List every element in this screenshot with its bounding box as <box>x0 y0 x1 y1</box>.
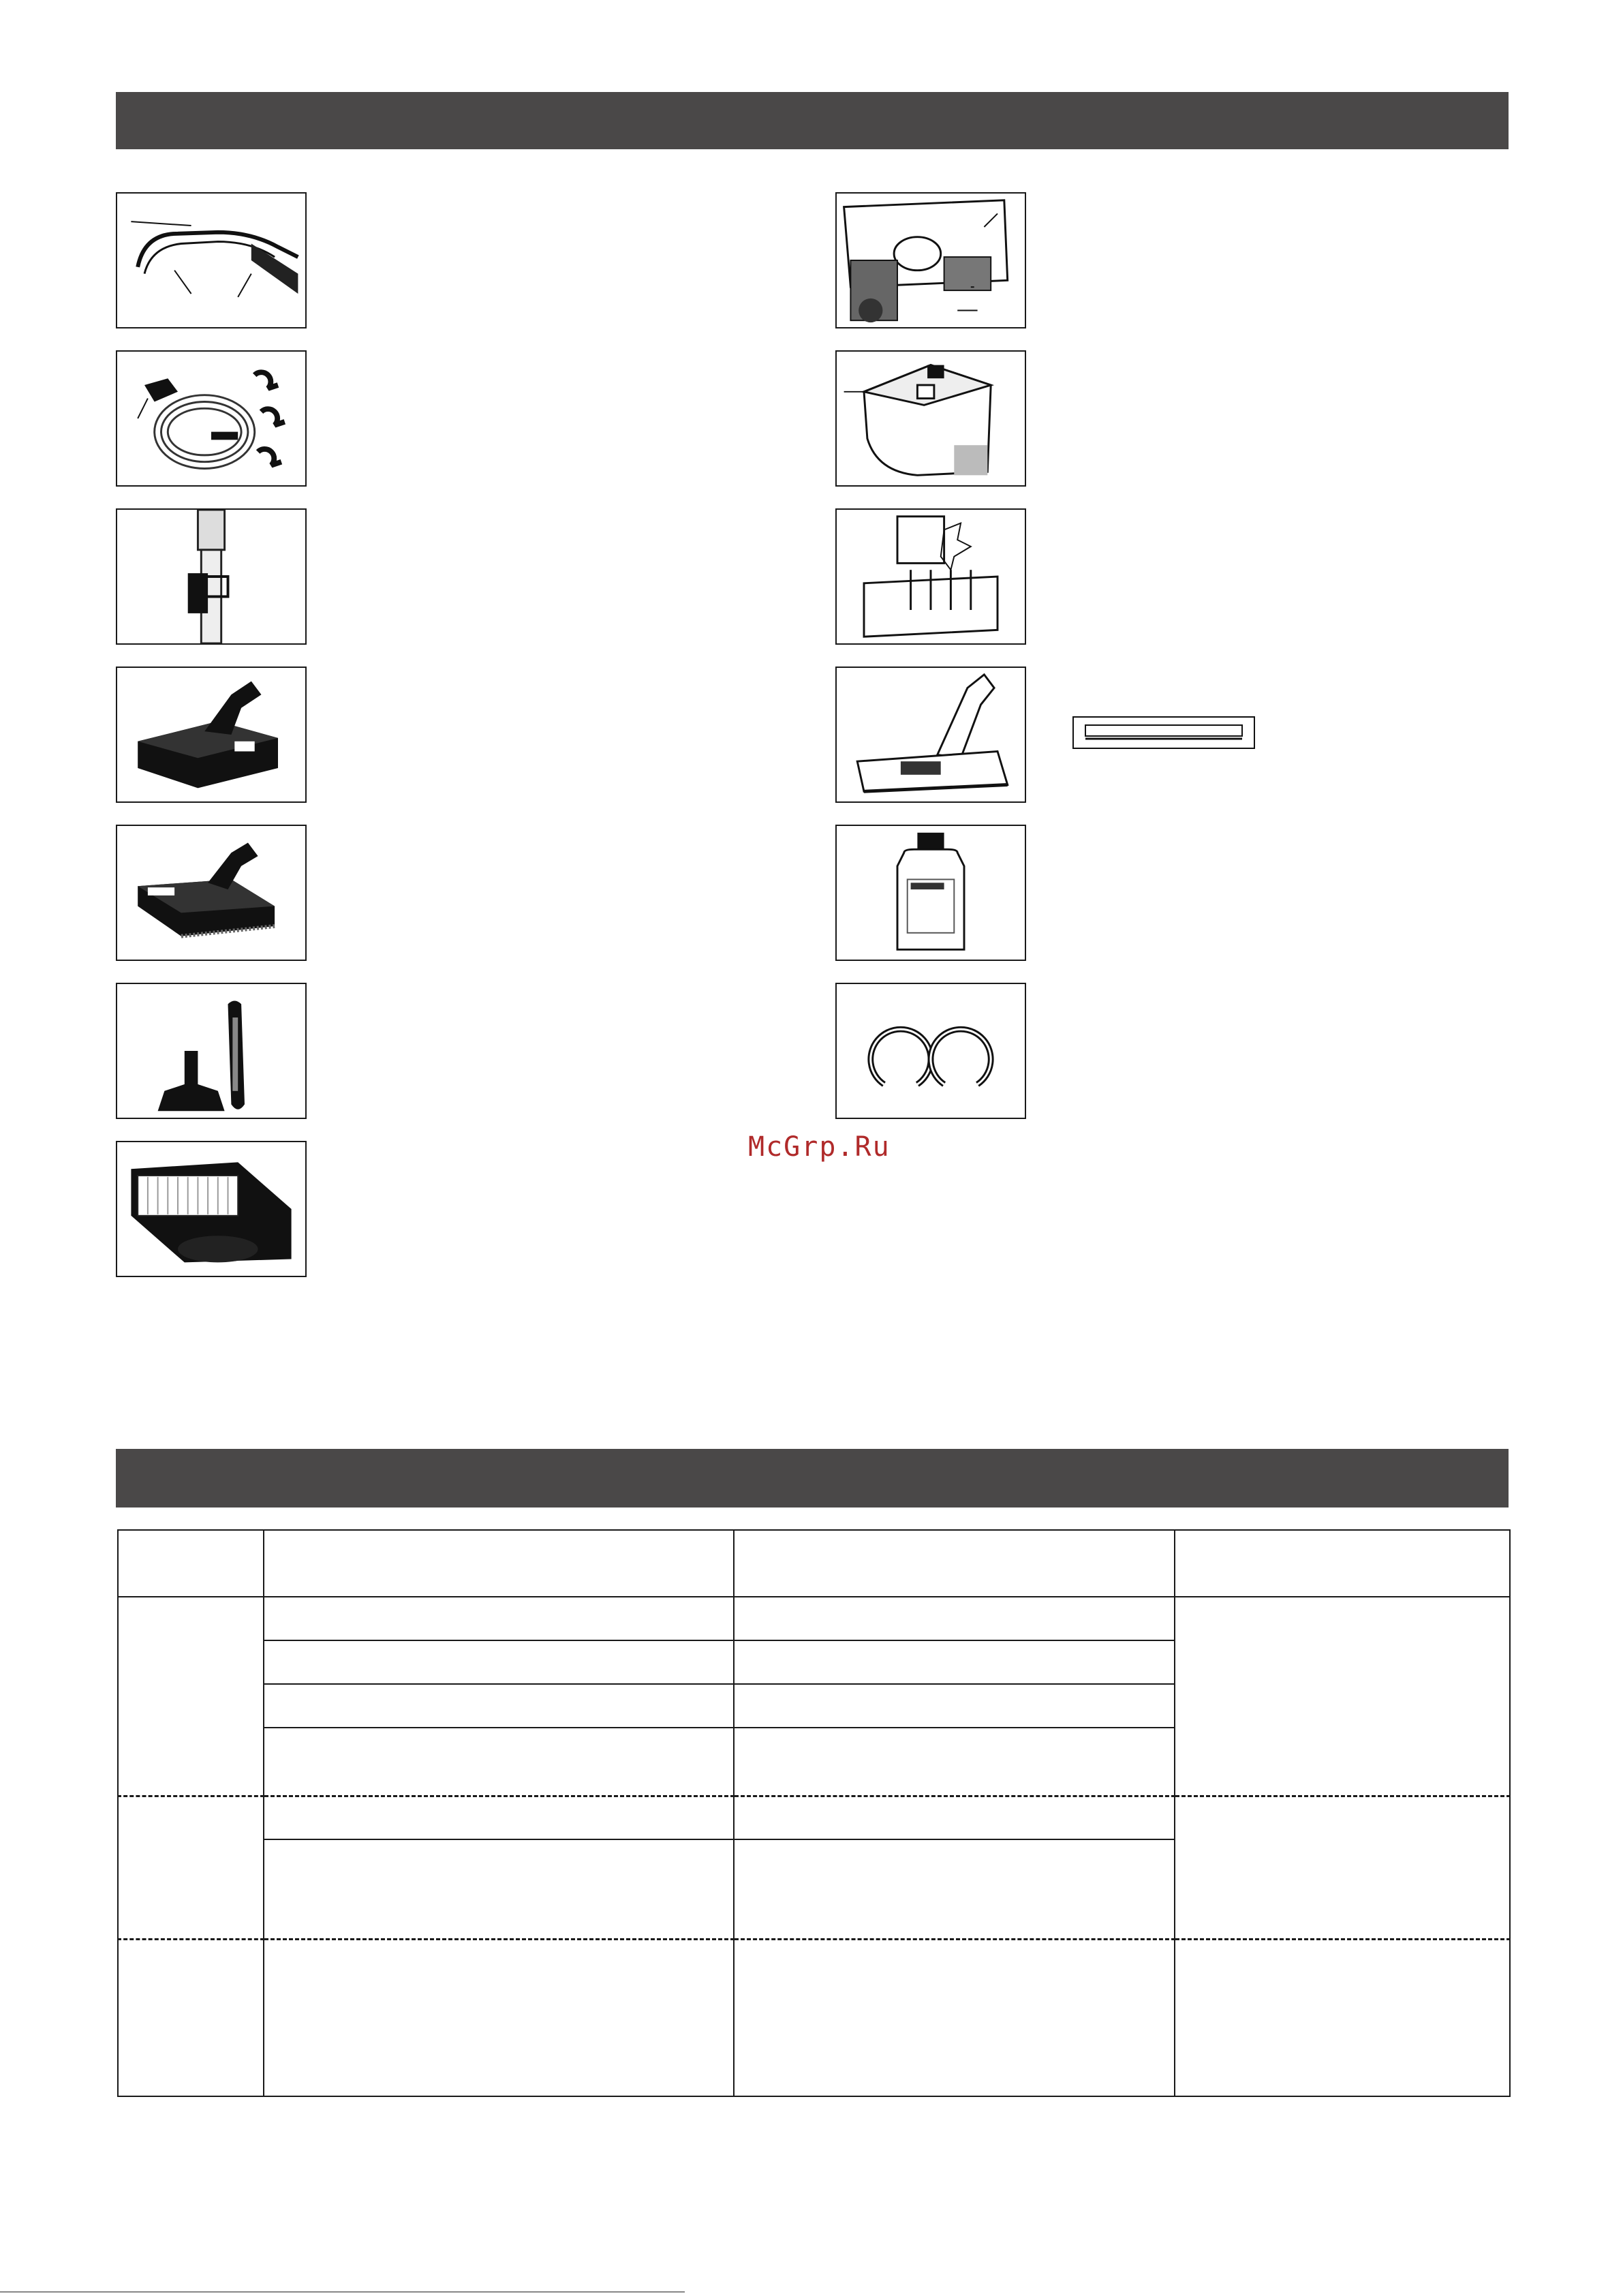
header-cell <box>734 1530 1175 1597</box>
table-row <box>118 1939 1510 2096</box>
specification-header-bar <box>116 1449 1509 1507</box>
table-cell <box>264 1597 734 1640</box>
table-cell <box>734 1839 1175 1939</box>
ring-clips-icon <box>835 983 1026 1119</box>
filter-cartridge-icon <box>835 508 1026 645</box>
group-note-cell <box>1175 1597 1510 1796</box>
upholstery-nozzle-icon <box>116 1141 307 1277</box>
table-cell <box>734 1796 1175 1839</box>
table-cell <box>264 1839 734 1939</box>
table-cell <box>734 1640 1175 1684</box>
table-header-row <box>118 1530 1510 1597</box>
table-row <box>118 1796 1510 1839</box>
header-cell <box>1175 1530 1510 1597</box>
floor-nozzle-icon <box>116 667 307 803</box>
spec-table <box>117 1529 1511 2097</box>
tube-clip-icon <box>116 508 307 645</box>
filter-housing-icon <box>835 192 1026 328</box>
table-cell <box>734 1939 1175 2096</box>
water-tank-icon <box>835 350 1026 487</box>
table-cell <box>264 1796 734 1839</box>
hose-handle-icon <box>116 192 307 328</box>
group-label-cell <box>118 1597 264 1796</box>
header-cell <box>264 1530 734 1597</box>
table-row <box>118 1597 1510 1640</box>
header-cell <box>118 1530 264 1597</box>
table-cell <box>264 1640 734 1684</box>
squeegee-strip-icon <box>1072 716 1256 750</box>
table-cell <box>734 1728 1175 1796</box>
group-label-cell <box>118 1939 264 2096</box>
carpet-nozzle-icon <box>116 825 307 961</box>
window-nozzle-icon <box>835 667 1026 803</box>
group-label-cell <box>118 1796 264 1939</box>
group-note-cell <box>1175 1796 1510 1939</box>
crevice-tools-icon <box>116 983 307 1119</box>
watermark: McGrp.Ru <box>748 1131 891 1163</box>
bottom-rule <box>0 2291 685 2293</box>
detergent-bottle-icon <box>835 825 1026 961</box>
table-cell <box>264 1728 734 1796</box>
accessories-header-bar <box>116 92 1509 149</box>
group-note-cell <box>1175 1939 1510 2096</box>
spray-hose-clips-icon <box>116 350 307 487</box>
table-cell <box>264 1939 734 2096</box>
table-cell <box>734 1684 1175 1728</box>
table-cell <box>264 1684 734 1728</box>
table-cell <box>734 1597 1175 1640</box>
